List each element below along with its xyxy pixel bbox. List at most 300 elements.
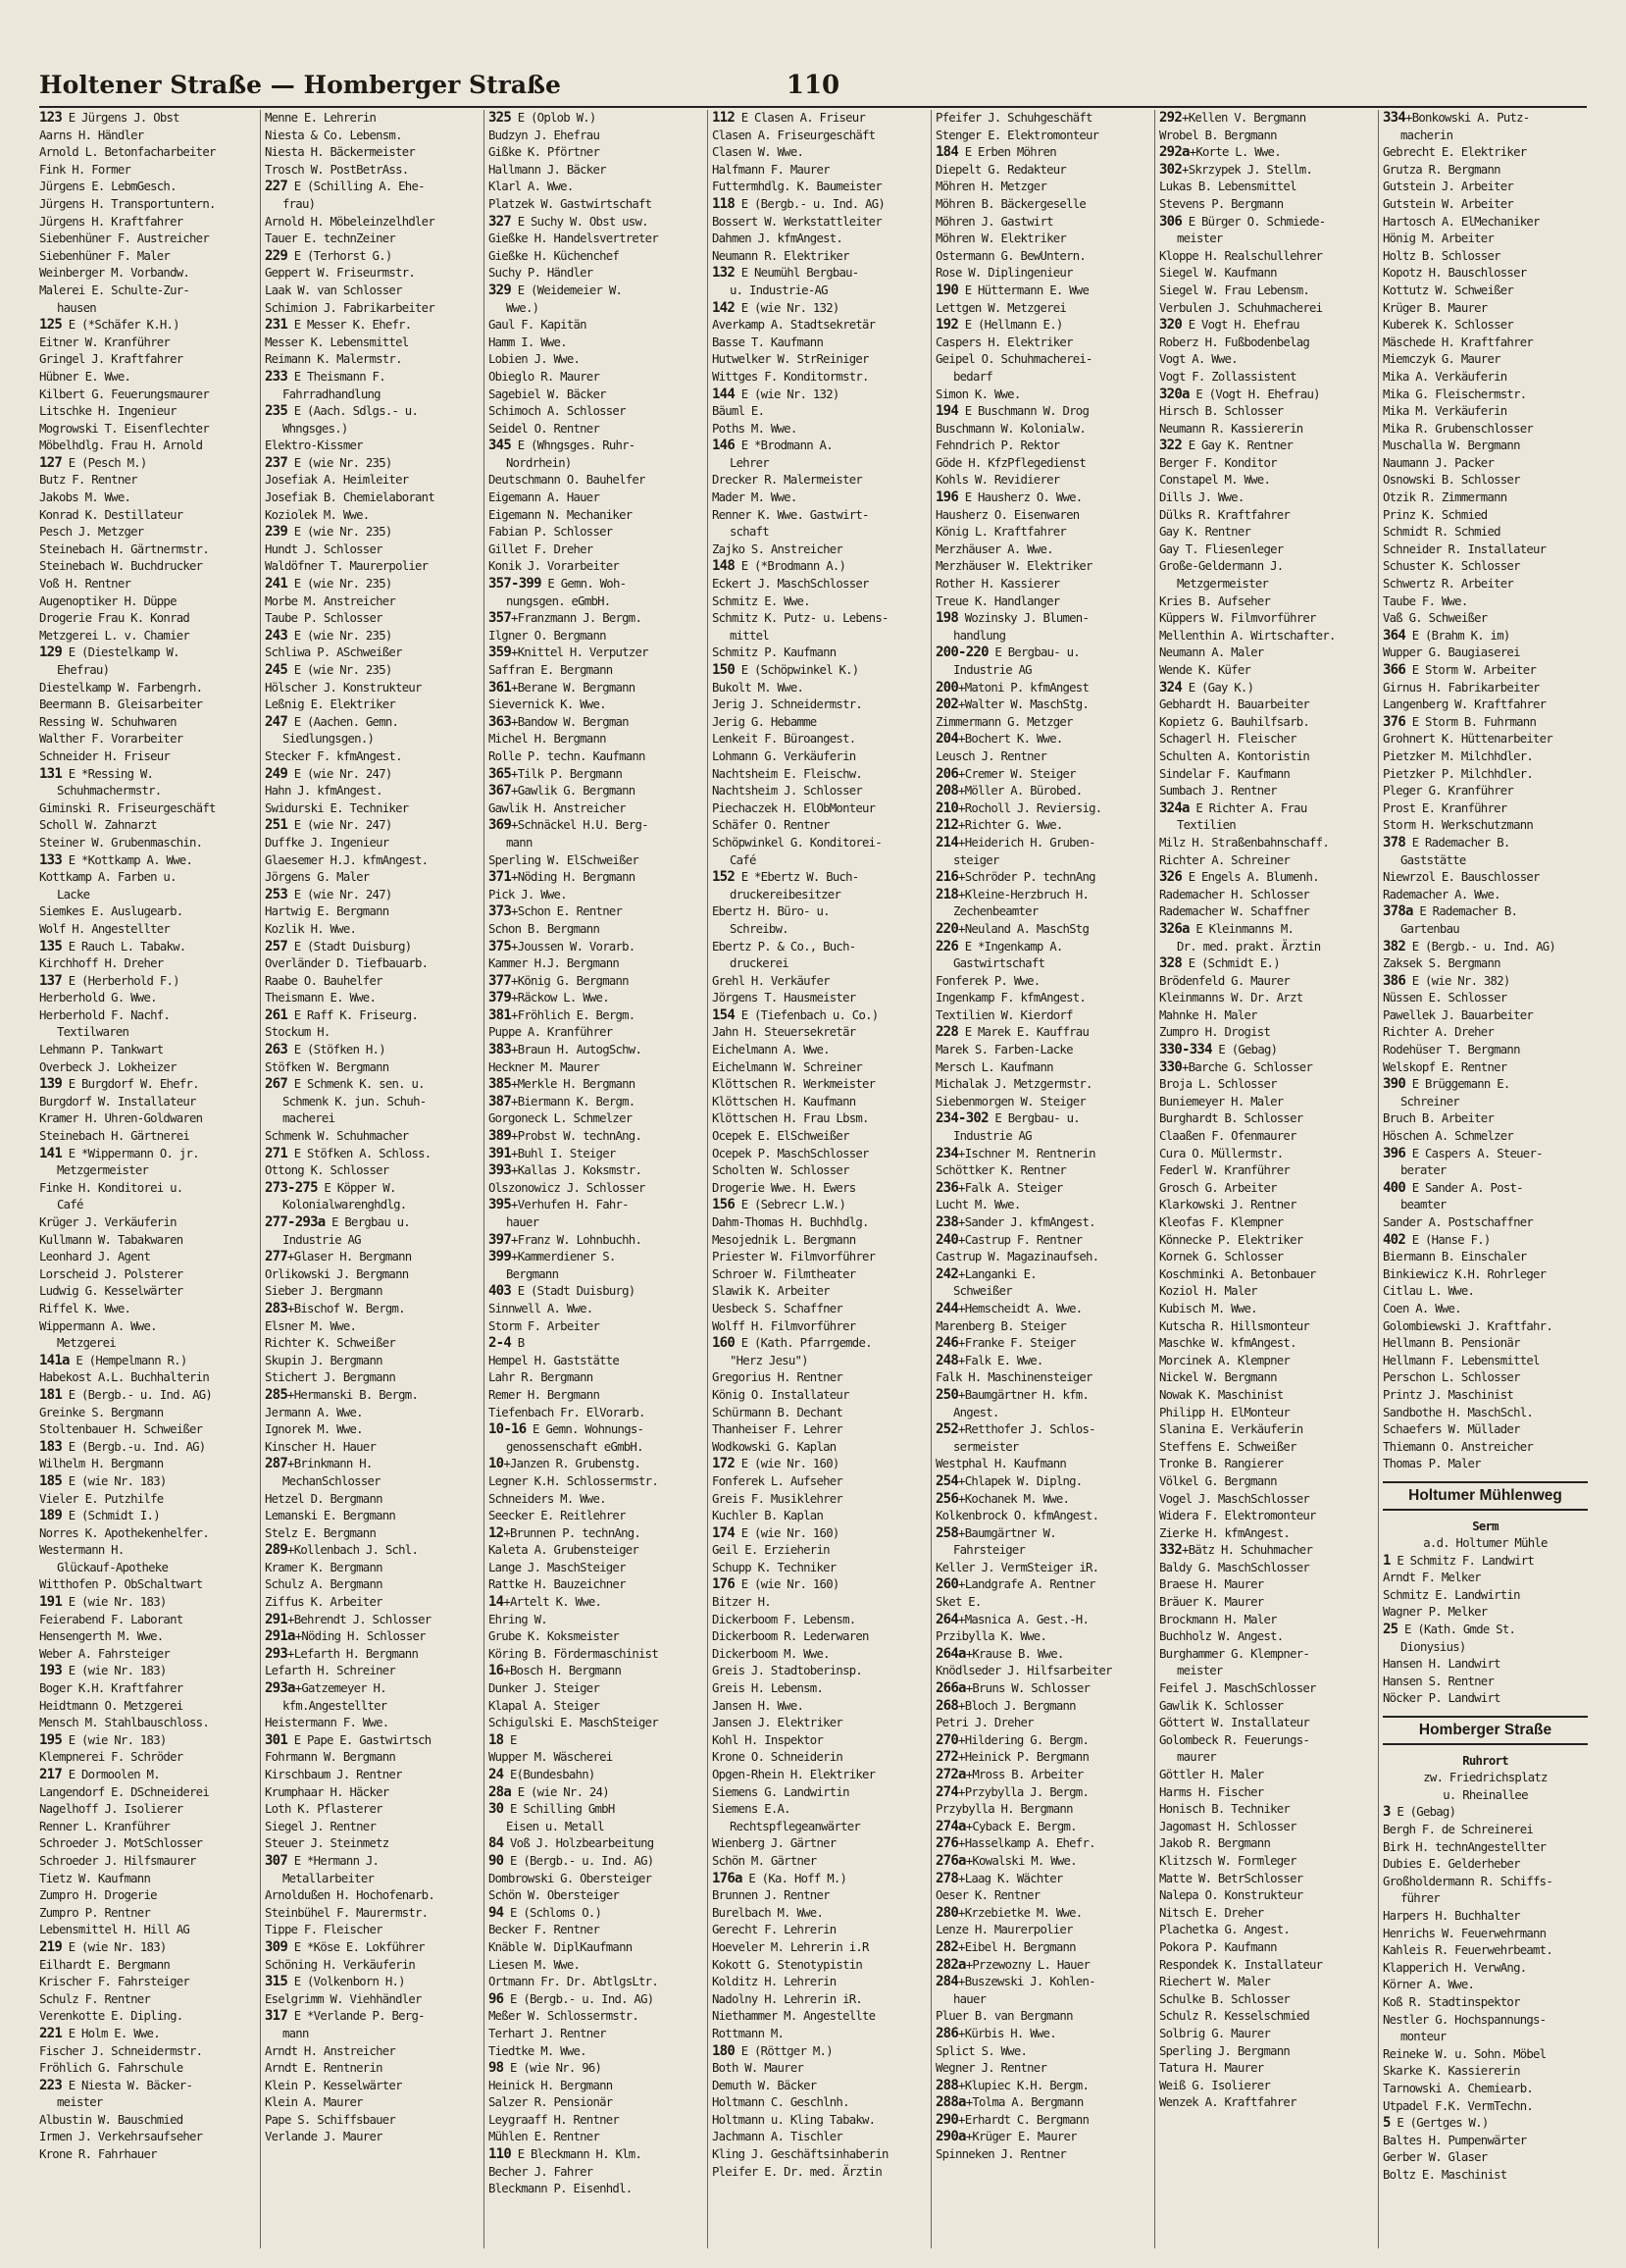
resident-entry: Clasen W. Wwe. bbox=[712, 145, 804, 160]
directory-columns bbox=[39, 110, 1587, 2248]
resident-entry: Schöning H. Verkäuferin bbox=[265, 1957, 416, 1972]
house-number-entry: 403 E (Stadt Duisburg) bbox=[488, 1283, 635, 1300]
resident-entry: Schroer W. Filmtheater bbox=[712, 1266, 856, 1281]
resident-entry: Poths M. Wwe. bbox=[712, 421, 797, 436]
house-number-entry: 364 E (Brahm K. im) bbox=[1383, 627, 1510, 644]
house-number: 141a bbox=[39, 1352, 70, 1368]
resident-entry: Mersch L. Kaufmann bbox=[936, 1059, 1053, 1074]
house-number: 258 bbox=[936, 1524, 959, 1541]
house-number: 280 bbox=[936, 1904, 959, 1921]
resident-entry: Sket E. bbox=[936, 1595, 982, 1610]
resident-entry: Göde H. KfzPflegedienst bbox=[936, 455, 1087, 470]
house-number-entry: 383+Braun H. AutogSchw. bbox=[488, 1042, 642, 1058]
resident-entry: Messer K. Lebensmittel bbox=[265, 335, 409, 349]
resident-entry: Halfmann F. Maurer bbox=[712, 162, 830, 177]
entry-continuation: mann bbox=[506, 835, 533, 850]
resident-entry: Prost E. Kranführer bbox=[1383, 800, 1507, 815]
house-number: 397 bbox=[488, 1231, 512, 1248]
resident-entry: Westermann H. bbox=[39, 1543, 125, 1558]
house-number-entry: 283+Bischof W. Bergm. bbox=[265, 1300, 405, 1316]
resident-entry: Klitzsch W. Formleger bbox=[1159, 1853, 1296, 1868]
resident-entry: Mogrowski T. Eisenflechter bbox=[39, 421, 209, 436]
house-number-entry: 154 E (Tiefenbach u. Co.) bbox=[712, 1006, 879, 1023]
house-number: 206 bbox=[936, 765, 959, 782]
house-number: 10 bbox=[488, 1456, 504, 1472]
resident-entry: Vogel J. MaschSchlosser bbox=[1159, 1491, 1310, 1506]
house-number: 285 bbox=[265, 1386, 288, 1403]
house-number-entry: 366 E Storm W. Arbeiter bbox=[1383, 662, 1537, 678]
resident-entry: Perschon L. Schlosser bbox=[1383, 1370, 1520, 1385]
house-number-entry: 218+Kleine-Herzbruch H. bbox=[936, 886, 1090, 902]
house-number: 326 bbox=[1159, 869, 1183, 886]
resident-entry: Dills J. Wwe. bbox=[1159, 490, 1245, 505]
resident-entry: Marenberg B. Steiger bbox=[936, 1318, 1067, 1333]
resident-entry: Dickerboom F. Lebensm. bbox=[712, 1612, 856, 1626]
resident-entry: Grohnert K. Hüttenarbeiter bbox=[1383, 732, 1552, 747]
house-number-entry: 293a+Gatzemeyer H. bbox=[265, 1680, 386, 1697]
house-number: 290 bbox=[936, 2111, 959, 2128]
resident-entry: Constapel M. Wwe. bbox=[1159, 473, 1271, 488]
house-number-entry: 330-334 E (Gebag) bbox=[1159, 1042, 1278, 1058]
resident-entry: Stichert J. Bergmann bbox=[265, 1370, 396, 1385]
resident-entry: Pleger G. Kranführer bbox=[1383, 784, 1514, 799]
resident-entry: Nalepa O. Konstrukteur bbox=[1159, 1888, 1303, 1903]
house-number: 12 bbox=[488, 1524, 504, 1541]
house-number-entry: 133 E *Kottkamp A. Wwe. bbox=[39, 851, 193, 868]
entry-continuation: Whngsges.) bbox=[282, 421, 348, 436]
resident-entry: Schön M. Gärtner bbox=[712, 1853, 817, 1868]
resident-entry: Ilgner O. Bergmann bbox=[488, 628, 606, 643]
resident-entry: Stevens P. Bergmann bbox=[1159, 196, 1284, 211]
house-number: 235 bbox=[265, 403, 288, 420]
resident-entry: Gerber W. Glaser bbox=[1383, 2150, 1488, 2165]
house-number-entry: 290+Erhardt C. Bergmann bbox=[936, 2111, 1090, 2128]
house-number: 293 bbox=[265, 1645, 288, 1662]
house-number-entry: 387+Biermann K. Bergm. bbox=[488, 1093, 635, 1109]
resident-entry: Jakob R. Bergmann bbox=[1159, 1836, 1271, 1851]
resident-entry: Wupper M. Wäscherei bbox=[488, 1750, 613, 1765]
resident-entry: Nowak K. Maschinist bbox=[1159, 1387, 1284, 1402]
house-number: 393 bbox=[488, 1162, 512, 1179]
resident-entry: Osnowski B. Schlosser bbox=[1383, 473, 1520, 488]
resident-entry: Schöttker K. Rentner bbox=[936, 1163, 1067, 1178]
resident-entry: Hansen S. Rentner bbox=[1383, 1674, 1495, 1688]
resident-entry: Wende K. Küfer bbox=[1159, 663, 1251, 677]
entry-continuation: nungsgen. eGmbH. bbox=[506, 593, 611, 608]
resident-entry: Thanheiser F. Lehrer bbox=[712, 1422, 843, 1437]
resident-entry: Zajko S. Anstreicher bbox=[712, 541, 843, 556]
house-number: 282 bbox=[936, 1938, 959, 1955]
resident-entry: Honisch B. Techniker bbox=[1159, 1802, 1291, 1817]
resident-entry: Hutwelker W. StrReiniger bbox=[712, 352, 869, 367]
resident-entry: Weinberger M. Vorbandw. bbox=[39, 266, 190, 281]
resident-entry: Wagner P. Melker bbox=[1383, 1605, 1488, 1620]
house-number-entry: 386 E (wie Nr. 382) bbox=[1383, 972, 1510, 989]
resident-entry: Siegel J. Rentner bbox=[265, 1819, 377, 1833]
house-number-entry: 327 E Suchy W. Obst usw. bbox=[488, 213, 648, 230]
house-number: 277-293a bbox=[265, 1214, 326, 1230]
resident-entry: Fröhlich G. Fahrschule bbox=[39, 2061, 183, 2076]
resident-entry: Binkiewicz K.H. Rohrleger bbox=[1383, 1266, 1547, 1281]
entry-continuation: beamter bbox=[1400, 1198, 1447, 1212]
resident-entry: Körner A. Wwe. bbox=[1383, 1978, 1475, 1992]
resident-entry: Dickerboom R. Lederwaren bbox=[712, 1629, 869, 1644]
resident-entry: Harpers H. Buchhalter bbox=[1383, 1908, 1520, 1923]
resident-entry: Merzhäuser A. Wwe. bbox=[936, 541, 1053, 556]
house-number-entry: 291a+Nöding H. Schlosser bbox=[265, 1628, 426, 1645]
resident-entry: Maschke W. kfmAngest. bbox=[1159, 1336, 1296, 1351]
resident-entry: Langendorf E. DSchneiderei bbox=[39, 1784, 209, 1799]
house-number: 110 bbox=[488, 2146, 512, 2163]
house-number: 267 bbox=[265, 1076, 288, 1093]
resident-entry: Zierke H. kfmAngest. bbox=[1159, 1525, 1291, 1540]
house-number-entry: 306 E Bürger O. Schmiede- bbox=[1159, 213, 1326, 230]
house-number: 387 bbox=[488, 1093, 512, 1109]
resident-entry: Renner L. Kranführer bbox=[39, 1819, 171, 1833]
house-number: 283 bbox=[265, 1300, 288, 1316]
resident-entry: Butz F. Rentner bbox=[39, 473, 137, 488]
house-number-entry: 241 E (wie Nr. 235) bbox=[265, 576, 392, 593]
house-number-entry: 235 E (Aach. Sdlgs.- u. bbox=[265, 403, 419, 420]
resident-entry: Hölscher J. Konstrukteur bbox=[265, 680, 422, 695]
resident-entry: Puppe A. Kranführer bbox=[488, 1025, 613, 1040]
resident-entry: Platzek W. Gastwirtschaft bbox=[488, 196, 652, 211]
house-number-entry: 276+Hasselkamp A. Ehefr. bbox=[936, 1835, 1095, 1852]
house-number: 325 bbox=[488, 110, 512, 126]
resident-entry: Gorgoneck L. Schmelzer bbox=[488, 1111, 633, 1126]
house-number-entry: 137 E (Herberhold F.) bbox=[39, 972, 179, 989]
house-number-entry: 282a+Przewozny L. Hauer bbox=[936, 1956, 1091, 1973]
resident-entry: Holtmann u. Kling Tabakw. bbox=[712, 2112, 876, 2127]
resident-entry: Aarns H. Händler bbox=[39, 128, 144, 142]
house-number-entry: 301 E Pape E. Gastwirtsch bbox=[265, 1731, 432, 1748]
street-section-note: a.d. Holtumer Mühle bbox=[1423, 1536, 1548, 1551]
entry-continuation: mann bbox=[282, 2026, 309, 2040]
resident-entry: Wippermann A. Wwe. bbox=[39, 1318, 157, 1333]
house-number: 18 bbox=[488, 1731, 504, 1748]
resident-entry: Becker F. Rentner bbox=[488, 1923, 600, 1937]
house-number: 382 bbox=[1383, 938, 1406, 954]
resident-entry: Nöcker P. Landwirt bbox=[1383, 1691, 1500, 1706]
house-number-entry: 98 E (wie Nr. 96) bbox=[488, 2060, 602, 2077]
resident-entry: Kohls W. Revidierer bbox=[936, 473, 1060, 488]
house-number: 212 bbox=[936, 817, 959, 834]
resident-entry: Verbulen J. Schuhmacherei bbox=[1159, 300, 1323, 315]
resident-entry: Pape S. Schiffsbauer bbox=[265, 2112, 396, 2127]
house-number: 154 bbox=[712, 1006, 736, 1023]
resident-entry: Merzhäuser W. Elektriker bbox=[936, 559, 1092, 574]
resident-entry: Leonhard J. Agent bbox=[39, 1250, 151, 1264]
resident-entry: Wupper G. Baugiaserei bbox=[1383, 645, 1520, 660]
house-number-entry: 181 E (Bergb.- u. Ind. AG) bbox=[39, 1386, 213, 1403]
resident-entry: Nachtsheim J. Schlosser bbox=[712, 784, 863, 799]
resident-entry: Golombiewski J. Kraftfahr. bbox=[1383, 1318, 1552, 1333]
resident-entry: Marek S. Farben-Lacke bbox=[936, 1043, 1073, 1057]
house-number: 118 bbox=[712, 195, 736, 212]
house-number-entry: 172 E (wie Nr. 160) bbox=[712, 1456, 839, 1472]
resident-entry: Hönig M. Arbeiter bbox=[1383, 232, 1495, 246]
house-number-entry: 239 E (wie Nr. 235) bbox=[265, 524, 392, 541]
house-number-entry: 141a E (Hempelmann R.) bbox=[39, 1352, 187, 1368]
entry-continuation: Metzgerei bbox=[57, 1336, 116, 1351]
house-number: 364 bbox=[1383, 627, 1406, 644]
resident-entry: Budzyn J. Ehefrau bbox=[488, 128, 600, 142]
house-number: 132 bbox=[712, 265, 736, 282]
resident-entry: Habekost A.L. Buchhalterin bbox=[39, 1370, 209, 1385]
house-number: 150 bbox=[712, 662, 736, 678]
house-number-entry: 253 E (wie Nr. 247) bbox=[265, 886, 392, 902]
house-number: 236 bbox=[936, 1179, 959, 1196]
resident-entry: Herberhold G. Wwe. bbox=[39, 991, 157, 1005]
resident-entry: Wienberg J. Gärtner bbox=[712, 1836, 837, 1851]
resident-entry: Lehmann P. Tankwart bbox=[39, 1043, 164, 1057]
resident-entry: Ressing W. Schuhwaren bbox=[39, 714, 177, 729]
resident-entry: Eigemann A. Hauer bbox=[488, 490, 600, 505]
resident-entry: Kubisch M. Wwe. bbox=[1159, 1301, 1257, 1315]
resident-entry: Köring B. Fördermaschinist bbox=[488, 1646, 658, 1661]
resident-entry: Tronke B. Rangierer bbox=[1159, 1457, 1284, 1471]
house-number-entry: 326 E Engels A. Blumenh. bbox=[1159, 869, 1319, 886]
house-number-entry: 391+Buhl I. Steiger bbox=[488, 1145, 616, 1161]
house-number-entry: 200-220 E Bergbau- u. bbox=[936, 644, 1080, 661]
house-number: 226 bbox=[936, 938, 959, 954]
resident-entry: Buniemeyer H. Maler bbox=[1159, 1094, 1284, 1108]
resident-entry: Fonferek L. Aufseher bbox=[712, 1473, 843, 1488]
house-number: 231 bbox=[265, 317, 288, 334]
resident-entry: Siebenhüner F. Maler bbox=[39, 248, 171, 263]
resident-entry: Ottong K. Schlosser bbox=[265, 1163, 389, 1178]
resident-entry: Swidurski E. Techniker bbox=[265, 800, 409, 815]
resident-entry: Zimmermann G. Metzger bbox=[936, 714, 1073, 729]
resident-entry: Gutstein W. Arbeiter bbox=[1383, 196, 1514, 211]
house-number: 248 bbox=[936, 1352, 959, 1368]
resident-entry: Mika G. Fleischermstr. bbox=[1383, 387, 1527, 401]
entry-continuation: Lehrer bbox=[730, 455, 769, 470]
resident-entry: Deutschmann O. Bauhelfer bbox=[488, 473, 645, 488]
resident-entry: Langenberg W. Kraftfahrer bbox=[1383, 697, 1547, 712]
resident-entry: Bleckmann P. Eisenhdl. bbox=[488, 2182, 633, 2196]
resident-entry: Pokora P. Kaufmann bbox=[1159, 1939, 1277, 1954]
house-number-entry: 227 E (Schilling A. Ehe- bbox=[265, 179, 425, 195]
house-number: 185 bbox=[39, 1472, 63, 1489]
resident-entry: Schmitz E. Landwirtin bbox=[1383, 1587, 1520, 1602]
house-number-entry: 141 E *Wippermann O. jr. bbox=[39, 1145, 199, 1161]
resident-entry: Slawik K. Arbeiter bbox=[712, 1284, 830, 1299]
house-number-entry: 10-16 E Gemn. Wohnungs- bbox=[488, 1421, 644, 1438]
resident-entry: Schaefers W. Müllader bbox=[1383, 1422, 1520, 1437]
resident-entry: Wolf H. Angestellter bbox=[39, 921, 171, 936]
resident-entry: Elsner M. Wwe. bbox=[265, 1318, 357, 1333]
resident-entry: Vogt F. Zollassistent bbox=[1159, 369, 1296, 384]
resident-entry: Finke H. Konditorei u. bbox=[39, 1180, 183, 1195]
resident-entry: Zumpro H. Drogerie bbox=[39, 1888, 157, 1903]
entry-continuation: Eisen u. Metall bbox=[506, 1819, 604, 1833]
resident-entry: Waldöfner T. Maurerpolier bbox=[265, 559, 429, 574]
resident-entry: Jansen H. Wwe. bbox=[712, 1698, 804, 1713]
entry-continuation: Kolonialwarenghdlg. bbox=[282, 1198, 407, 1212]
house-number: 253 bbox=[265, 886, 288, 902]
house-number: 389 bbox=[488, 1128, 512, 1145]
resident-entry: Drogerie Frau K. Konrad bbox=[39, 611, 190, 626]
house-number: 357-399 bbox=[488, 576, 541, 593]
resident-entry: Klarl A. Wwe. bbox=[488, 180, 574, 194]
resident-entry: Solbrig G. Maurer bbox=[1159, 2026, 1271, 2040]
house-number-entry: 246+Franke F. Steiger bbox=[936, 1335, 1076, 1352]
resident-entry: Feifel J. MaschSchlosser bbox=[1159, 1681, 1316, 1696]
house-number: 200 bbox=[936, 679, 959, 696]
house-number-entry: 226 E *Ingenkamp A. bbox=[936, 938, 1063, 954]
house-number-entry: 381+Fröhlich E. Bergm. bbox=[488, 1006, 635, 1023]
house-number-entry: 367+Gawlik G. Bergmann bbox=[488, 783, 635, 799]
resident-entry: Sander A. Postschaffner bbox=[1383, 1215, 1534, 1229]
house-number: 379 bbox=[488, 990, 512, 1006]
house-number: 196 bbox=[936, 490, 959, 506]
house-number: 193 bbox=[39, 1663, 63, 1679]
resident-entry: Birk H. technAngestellter bbox=[1383, 1839, 1547, 1854]
resident-entry: Menne E. Lehrerin bbox=[265, 111, 377, 125]
house-number: 192 bbox=[936, 317, 959, 334]
resident-entry: Overländer D. Tiefbauarb. bbox=[265, 956, 429, 971]
house-number: 256 bbox=[936, 1490, 959, 1507]
resident-entry: Dahm-Thomas H. Buchhdlg. bbox=[712, 1215, 869, 1229]
house-number: 250 bbox=[936, 1386, 959, 1403]
resident-entry: Stenger E. Elektromonteur bbox=[936, 128, 1099, 142]
house-number-entry: 365+Tilk P. Bergmann bbox=[488, 765, 623, 782]
resident-entry: Hartosch A. ElMechaniker bbox=[1383, 214, 1540, 229]
house-number-entry: 94 E (Schloms O.) bbox=[488, 1904, 602, 1921]
house-number: 377 bbox=[488, 972, 512, 989]
house-number-entry: 223 E Niesta W. Bäcker- bbox=[39, 2077, 193, 2093]
house-number: 274a bbox=[936, 1818, 966, 1834]
house-number-entry: 361+Berane W. Bergmann bbox=[488, 679, 635, 696]
entry-continuation: Bergmann bbox=[506, 1266, 559, 1281]
resident-entry: Plachetka G. Angest. bbox=[1159, 1923, 1291, 1937]
resident-entry: Ziffus K. Arbeiter bbox=[265, 1595, 382, 1610]
entry-continuation: Schreiner bbox=[1400, 1094, 1459, 1108]
house-number: 216 bbox=[936, 869, 959, 886]
resident-entry: Witthofen P. ObSchaltwart bbox=[39, 1577, 203, 1592]
house-number-entry: 127 E (Pesch M.) bbox=[39, 454, 147, 471]
resident-entry: Lebensmittel H. Hill AG bbox=[39, 1923, 190, 1937]
directory-column bbox=[1154, 110, 1379, 2248]
house-number: 94 bbox=[488, 1904, 504, 1921]
house-number-entry: 389+Probst W. technAng. bbox=[488, 1128, 642, 1145]
resident-entry: Cura O. Müllermstr. bbox=[1159, 1146, 1284, 1160]
house-number: 98 bbox=[488, 2060, 504, 2077]
resident-entry: Opgen-Rhein H. Elektriker bbox=[712, 1768, 876, 1781]
house-number: 191 bbox=[39, 1594, 63, 1611]
house-number-entry: 326a E Kleinmanns M. bbox=[1159, 920, 1295, 937]
house-number: 320 bbox=[1159, 317, 1183, 334]
resident-entry: Henrichs W. Feuerwehrmann bbox=[1383, 1926, 1547, 1940]
house-number: 266a bbox=[936, 1680, 966, 1697]
resident-entry: Bossert W. Werkstattleiter bbox=[712, 214, 882, 229]
resident-entry: Morbe M. Anstreicher bbox=[265, 593, 396, 608]
resident-entry: Irmen J. Verkehrsaufseher bbox=[39, 2130, 203, 2144]
house-number: 28a bbox=[488, 1783, 512, 1800]
house-number-entry: 397+Franz W. Lohnbuchh. bbox=[488, 1231, 642, 1248]
house-number: 180 bbox=[712, 2042, 736, 2059]
resident-entry: Vieler E. Putzhilfe bbox=[39, 1491, 164, 1506]
resident-entry: Demuth W. Bäcker bbox=[712, 2078, 817, 2092]
house-number: 214 bbox=[936, 834, 959, 850]
house-number-entry: 247 E (Aachen. Gemn. bbox=[265, 713, 399, 730]
house-number-entry: 345 E (Whngsges. Ruhr- bbox=[488, 438, 635, 454]
house-number-entry: 396 E Caspers A. Steuer- bbox=[1383, 1145, 1543, 1161]
house-number: 176a bbox=[712, 1870, 742, 1886]
resident-entry: Falk H. Maschinensteiger bbox=[936, 1370, 1092, 1385]
entry-continuation: handlung bbox=[953, 628, 1006, 643]
house-number: 252 bbox=[936, 1421, 959, 1438]
resident-entry: Orlikowski J. Bergmann bbox=[265, 1266, 409, 1281]
house-number-entry: 260+Landgrafe A. Rentner bbox=[936, 1576, 1095, 1593]
resident-entry: Boger K.H. Kraftfahrer bbox=[39, 1681, 183, 1696]
resident-entry: Möbelhdlg. Frau H. Arnold bbox=[39, 438, 203, 453]
house-number: 284 bbox=[936, 1974, 959, 1990]
resident-entry: Splict S. Wwe. bbox=[936, 2043, 1028, 2058]
house-number: 24 bbox=[488, 1767, 504, 1782]
house-number-entry: 195 E (wie Nr. 183) bbox=[39, 1731, 167, 1748]
resident-entry: Gay K. Rentner bbox=[1159, 525, 1251, 540]
resident-entry: Olszonowicz J. Schlosser bbox=[488, 1180, 645, 1195]
house-number: 176 bbox=[712, 1576, 736, 1593]
house-number-entry: 332+Bätz H. Schuhmacher bbox=[1159, 1542, 1313, 1559]
house-number: 96 bbox=[488, 1990, 504, 2007]
resident-entry: Diestelkamp W. Farbengrh. bbox=[39, 680, 203, 695]
resident-entry: Thomas P. Maler bbox=[1383, 1457, 1481, 1471]
house-number-entry: 257 E (Stadt Duisburg) bbox=[265, 938, 412, 954]
resident-entry: Baltes H. Pumpenwärter bbox=[1383, 2133, 1527, 2147]
house-number: 194 bbox=[936, 403, 959, 420]
resident-entry: Michalak J. Metzgermstr. bbox=[936, 1077, 1092, 1092]
resident-entry: Bäuml E. bbox=[712, 404, 765, 419]
resident-entry: Hellmann B. Pensionär bbox=[1383, 1336, 1520, 1351]
house-number: 233 bbox=[265, 368, 288, 385]
house-number: 16 bbox=[488, 1663, 504, 1679]
house-number-entry: 231 E Messer K. Ehefr. bbox=[265, 317, 412, 334]
house-number-entry: 240+Castrup F. Rentner bbox=[936, 1231, 1083, 1248]
resident-entry: Weiß G. Isolierer bbox=[1159, 2078, 1271, 2092]
house-number-entry: 212+Richter G. Wwe. bbox=[936, 817, 1063, 834]
resident-entry: Miemczyk G. Maurer bbox=[1383, 352, 1500, 367]
resident-entry: Siemens E.A. bbox=[712, 1802, 790, 1817]
house-number-entry: 286+Kürbis H. Wwe. bbox=[936, 2025, 1056, 2041]
resident-entry: Castrup W. Magazinaufseh. bbox=[936, 1250, 1099, 1264]
house-number: 376 bbox=[1383, 713, 1406, 730]
house-number-entry: 285+Hermanski B. Bergm. bbox=[265, 1386, 419, 1403]
house-number: 272 bbox=[936, 1749, 959, 1766]
house-number-entry: 302+Skrzypek J. Stellm. bbox=[1159, 161, 1313, 178]
house-number-entry: 322 E Gay K. Rentner bbox=[1159, 438, 1294, 454]
resident-entry: Buschmann W. Kolonialw. bbox=[936, 421, 1087, 436]
resident-entry: Möhren J. Gastwirt bbox=[936, 214, 1053, 229]
resident-entry: Spinneken J. Rentner bbox=[936, 2147, 1067, 2162]
resident-entry: Piechaczek H. ElObMonteur bbox=[712, 800, 876, 815]
entry-continuation: hausen bbox=[57, 300, 96, 315]
house-number: 271 bbox=[265, 1145, 288, 1161]
house-number-entry: 206+Cremer W. Steiger bbox=[936, 765, 1076, 782]
house-number-entry: 399+Kammerdiener S. bbox=[488, 1249, 616, 1265]
resident-entry: Gringel J. Kraftfahrer bbox=[39, 352, 183, 367]
resident-entry: Krone O. Schneiderin bbox=[712, 1750, 843, 1765]
house-number: 221 bbox=[39, 2025, 63, 2041]
house-number-entry: 251 E (wie Nr. 247) bbox=[265, 817, 392, 834]
house-number: 239 bbox=[265, 524, 288, 541]
resident-entry: Laak W. van Schlosser bbox=[265, 283, 402, 297]
resident-entry: Hensengerth M. Wwe. bbox=[39, 1629, 164, 1644]
entry-continuation: macherei bbox=[282, 1111, 335, 1126]
resident-entry: Nachtsheim E. Fleischw. bbox=[712, 766, 863, 781]
